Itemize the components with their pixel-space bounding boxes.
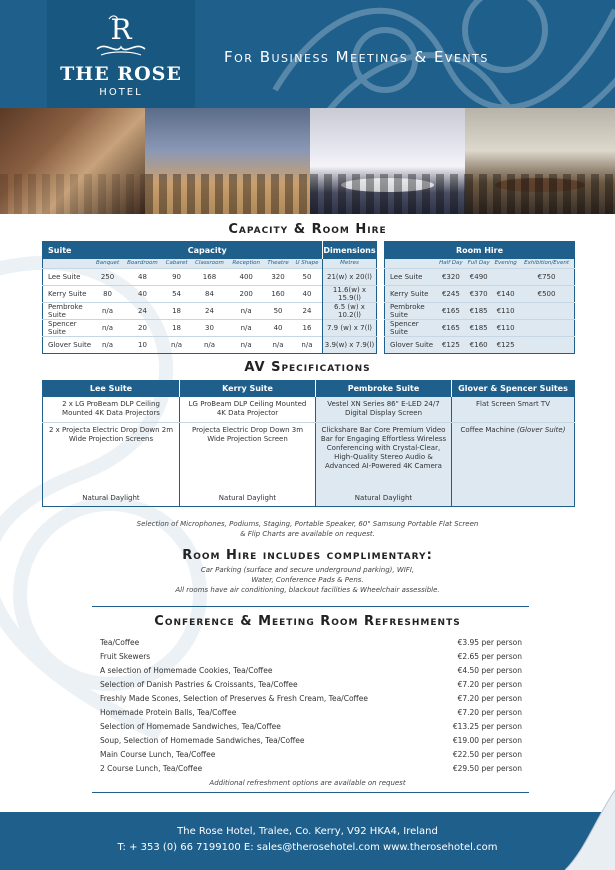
boardroom-photo bbox=[465, 108, 615, 214]
refreshments-note: Additional refreshment options are available on request bbox=[209, 779, 406, 787]
hotel-logo[interactable] bbox=[47, 0, 195, 108]
list-item: Selection of Danish Pastries & Croissants, Tea/Coffee €7.20 per person bbox=[100, 680, 522, 689]
table-row: Lee Suite 250 48 90 168 400 320 50 21(w) x 20(l) bbox=[43, 269, 377, 286]
table-row: 2 x Projecta Electric Drop Down 2m Wide Projection Screens Projecta Electric Drop Down 3m Wide Projection Screen Clickshare Bar Core Premium Video Bar for Engaging Effortless Wireless Conferencing with Crystal-Clear, High-Quality Stereo Audio & Advanced AI-Powered 4K Camera Coffee Machine (Glover Suite) bbox=[43, 423, 575, 483]
conference-room-photo bbox=[145, 108, 310, 214]
col-reception: Reception bbox=[228, 259, 264, 269]
header-banner bbox=[0, 0, 615, 108]
table-row: Pembroke Suite n/a 24 18 24 n/a 50 24 6.5 (w) x 10.2(l) bbox=[43, 303, 377, 320]
table-row: Natural Daylight Natural Daylight Natural Daylight bbox=[43, 483, 575, 507]
list-item: Soup, Selection of Homemade Sandwiches, Tea/Coffee €19.00 per person bbox=[100, 736, 522, 745]
col-boardroom: Boardroom bbox=[123, 259, 163, 269]
svg-text:R: R bbox=[110, 13, 132, 46]
table-row: Glover Suite n/a 10 n/a n/a n/a n/a n/a 3.9(w) x 7.9(l) bbox=[43, 337, 377, 354]
list-item: Tea/Coffee €3.95 per person bbox=[100, 638, 522, 647]
list-item: Freshly Made Scones, Selection of Preserves & Fresh Cream, Tea/Coffee €7.20 per person bbox=[100, 694, 522, 703]
list-item: A selection of Homemade Cookies, Tea/Coffee €4.50 per person bbox=[100, 666, 522, 675]
av-col-kerry: Kerry Suite bbox=[180, 381, 316, 397]
col-metres: Metres bbox=[323, 259, 377, 269]
table-row: Kerry Suite €245 €370 €140 €500 bbox=[385, 286, 575, 303]
col-exhibition: Exhibition/Event bbox=[519, 259, 574, 269]
refreshments-list bbox=[100, 636, 522, 776]
room-hire-table bbox=[384, 241, 575, 354]
col-half-day: Half Day bbox=[437, 259, 466, 269]
table-row: Lee Suite €320 €490 €750 bbox=[385, 269, 575, 286]
suite-header: Suite bbox=[43, 242, 93, 259]
col-full-day: Full Day bbox=[465, 259, 492, 269]
page-curl-icon bbox=[535, 790, 615, 870]
divider bbox=[92, 606, 529, 607]
table-row: Glover Suite €125 €160 €125 bbox=[385, 337, 575, 354]
av-note: Selection of Microphones, Podiums, Staging, Portable Speaker, 60" Samsung Portable Flat Screen & Flip Charts are available on request. bbox=[136, 520, 479, 538]
dimensions-header: Dimensions bbox=[323, 242, 377, 259]
logo-subtitle: HOTEL bbox=[99, 87, 143, 98]
col-evening: Evening bbox=[492, 259, 519, 269]
header-tagline: For Business Meetings & Events bbox=[224, 48, 489, 66]
av-col-pembroke: Pembroke Suite bbox=[316, 381, 452, 397]
av-spec-table bbox=[42, 380, 575, 507]
footer-address: The Rose Hotel, Tralee, Co. Kerry, V92 HKA4, Ireland bbox=[177, 826, 438, 837]
refreshments-title: Conference & Meeting Room Refreshments bbox=[154, 614, 461, 629]
av-section-title: AV Specifications bbox=[244, 360, 371, 375]
footer bbox=[0, 812, 615, 870]
list-item: Selection of Homemade Sandwiches, Tea/Coffee €13.25 per person bbox=[100, 722, 522, 731]
av-col-glover-spencer: Glover & Spencer Suites bbox=[452, 381, 575, 397]
col-cabaret: Cabaret bbox=[162, 259, 190, 269]
complimentary-title: Room Hire includes complimentary: bbox=[182, 548, 433, 563]
list-item: Fruit Skewers €2.65 per person bbox=[100, 652, 522, 661]
table-row: Pembroke Suite €165 €185 €110 bbox=[385, 303, 575, 320]
logo-title: THE ROSE bbox=[60, 63, 182, 85]
list-item: 2 Course Lunch, Tea/Coffee €29.50 per person bbox=[100, 764, 522, 773]
capacity-header: Capacity bbox=[93, 242, 323, 259]
table-row: Spencer Suite n/a 20 18 30 n/a 40 16 7.9 (w) x 7(l) bbox=[43, 320, 377, 337]
divider bbox=[92, 792, 529, 793]
room-hire-header: Room Hire bbox=[385, 242, 575, 259]
col-u-shape: U Shape bbox=[292, 259, 323, 269]
list-item: Homemade Protein Balls, Tea/Coffee €7.20 per person bbox=[100, 708, 522, 717]
table-row: Spencer Suite €165 €185 €110 bbox=[385, 320, 575, 337]
rose-logo-icon bbox=[91, 11, 151, 59]
list-item: Main Course Lunch, Tea/Coffee €22.50 per person bbox=[100, 750, 522, 759]
photo-strip bbox=[0, 108, 615, 214]
capacity-table bbox=[42, 241, 377, 354]
table-row: 2 x LG ProBeam DLP Ceiling Mounted 4K Data Projectors LG ProBeam DLP Ceiling Mounted 4K Data Projector Vestel XN Series 86" E-LED 24/7 Digital Display Screen Flat Screen Smart TV bbox=[43, 397, 575, 423]
table-row: Kerry Suite 80 40 54 84 200 160 40 11.6(w) x 15.9(l) bbox=[43, 286, 377, 303]
footer-contact[interactable]: T: + 353 (0) 66 7199100 E: sales@therosehotel.com www.therosehotel.com bbox=[117, 842, 498, 853]
col-theatre: Theatre bbox=[264, 259, 292, 269]
lounge-photo bbox=[0, 108, 145, 214]
col-banquet: Banquet bbox=[93, 259, 123, 269]
av-col-lee: Lee Suite bbox=[43, 381, 180, 397]
col-classroom: Classroom bbox=[191, 259, 228, 269]
banquet-room-photo bbox=[310, 108, 465, 214]
capacity-section-title: Capacity & Room Hire bbox=[228, 222, 387, 237]
complimentary-text: Car Parking (surface and secure underground parking), WIFI, Water, Conference Pads & Pens. All rooms have air conditioning, blackout facilities & Wheelchair assessible. bbox=[175, 566, 440, 594]
